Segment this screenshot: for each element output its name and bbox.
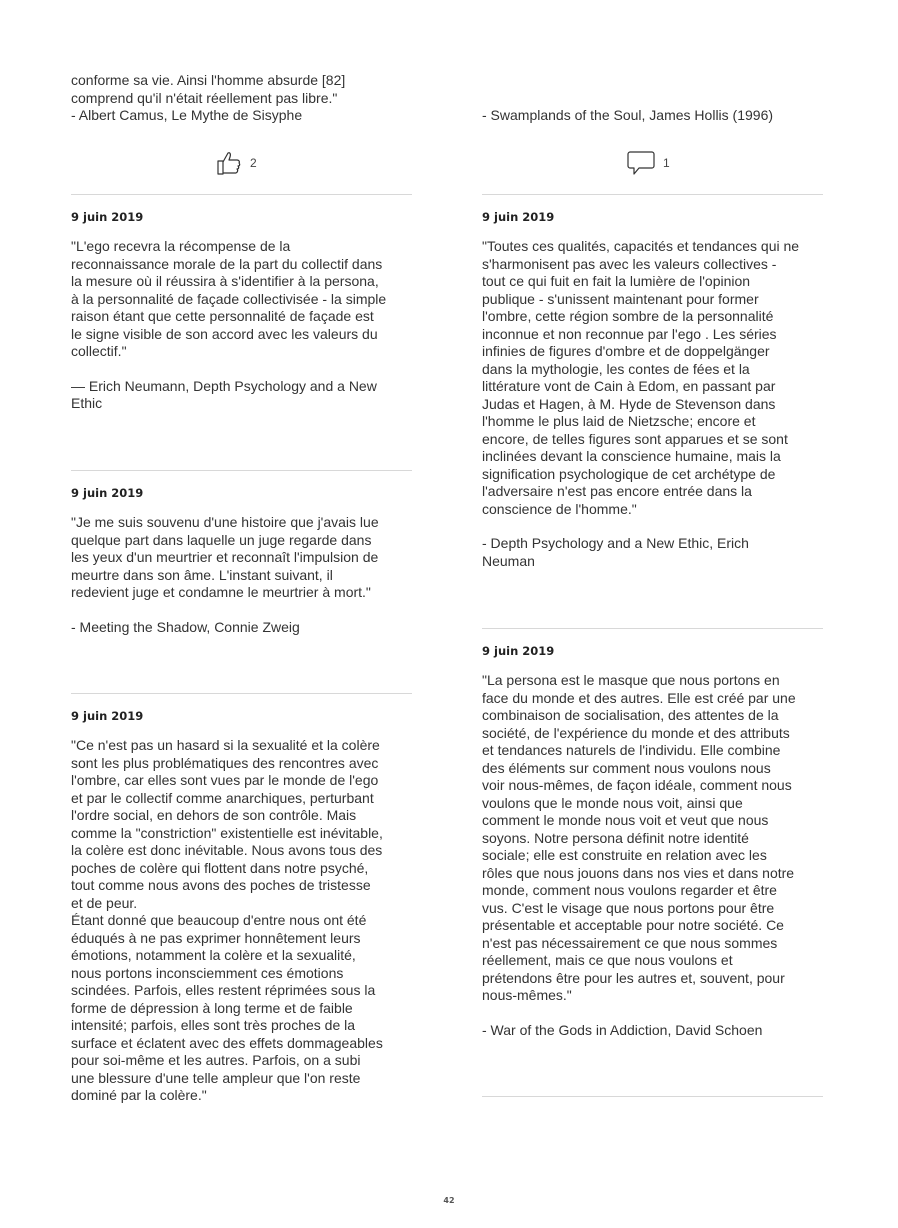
divider [71, 693, 412, 694]
post-body: "Je me suis souvenu d'une histoire que j'avais lue quelque part dans laquelle un juge regarde dans les yeux d'un meurtrier et reconnaît l'impulsion de meurtre dans son âme. L'instant suivant, il redevient juge et condamne le meurtrier à mort." [71, 514, 379, 600]
post-date: 9 juin 2019 [71, 210, 144, 224]
thumbs-up-icon [216, 150, 242, 176]
comment-count: 1 [663, 156, 670, 170]
like-button[interactable] [216, 150, 257, 176]
post-body: "Ce n'est pas un hasard si la sexualité et la colère sont les plus problématiques des rencontres avec l'ombre, car elles sont vues par le monde de l'ego et par le collectif comme anarchiques, perturbant l'ordre social, en dehors de son contrôle. Mais comme la "constriction" existentielle est inévitable, la colère est donc inévitable. Nous avons tous des poches de colère qui flottent dans notre psyché, tout comme nous avons des poches de tristesse et de peur. Étant donné que beaucoup d'entre nous ont été éduqués à ne pas exprimer honnêtement leurs émotions, notamment la colère et la sexualité, nous portons inconsciemment ces émotions scindées. Parfois, elles restent réprimées sous la forme de dépression à long terme et de faible intensité; parfois, elles sont très proches de la surface et éclatent avec des effets dommageables pour soi-même et les autres. Parfois, on a subi une blessure d'une telle ampleur que l'on reste dominé par la colère." [71, 737, 383, 1103]
post-date: 9 juin 2019 [71, 486, 144, 500]
post-right-2 [482, 644, 823, 1039]
post-left-3 [71, 709, 412, 1105]
post-body: "L'ego recevra la récompense de la reconnaissance morale de la part du collectif dans la mesure où il réussira à s'identifier à la persona, à la personnalité de façade collectivisée - la simple raison étant que cette personnalité de façade est le signe visible de son accord avec les valeurs du collectif." [71, 238, 387, 359]
post-date: 9 juin 2019 [482, 210, 555, 224]
like-count: 2 [250, 156, 257, 170]
divider [482, 1096, 823, 1097]
post-source: - War of the Gods in Addiction, David Schoen [482, 1021, 763, 1038]
post-source: — Erich Neumann, Depth Psychology and a New Ethic [71, 377, 377, 411]
post-right-1 [482, 210, 823, 570]
comment-button[interactable] [627, 150, 670, 176]
post-source: - Depth Psychology and a New Ethic, Erich Neuman [482, 535, 749, 569]
post-source: - Meeting the Shadow, Connie Zweig [71, 618, 300, 635]
post-left-1 [71, 210, 412, 413]
right-top-quote: - Swamplands of the Soul, James Hollis (1996) [482, 107, 774, 123]
post-date: 9 juin 2019 [482, 644, 555, 658]
divider [482, 628, 823, 629]
page-number: 42 [443, 1196, 455, 1205]
post-date: 9 juin 2019 [71, 709, 144, 723]
speech-bubble-icon [627, 150, 655, 176]
left-top-quote: conforme sa vie. Ainsi l'homme absurde [82] comprend qu'il n'était réellement pas libre." - Albert Camus, Le Mythe de Sisyphe [71, 72, 346, 123]
post-body: "La persona est le masque que nous portons en face du monde et des autres. Elle est créé par une combinaison de socialisation, des attentes de la société, de l'expérience du monde et des attributs et tendances naturels de l'individu. Elle combine des éléments sur comment nous voulons nous voir nous-mêmes, de façon idéale, comment nous voulons que le monde nous voit, ainsi que comment le monde nous voit et veut que nous soyons. Notre persona définit notre identité sociale; elle est construite en relation avec les rôles que nous jouons dans nos vies et dans notre monde, comment nous voulons regarder et être vus. C'est le visage que nous portons pour être présentable et acceptable pour notre société. Ce n'est pas nécessairement ce que nous sommes réellement, mais ce que nous voulons et prétendons être pour les autres et, souvent, pour nous-mêmes." [482, 672, 796, 1003]
divider [482, 194, 823, 195]
post-left-2 [71, 486, 412, 636]
divider [71, 194, 412, 195]
divider [71, 470, 412, 471]
post-body: "Toutes ces qualités, capacités et tendances qui ne s'harmonisent pas avec les valeurs collectives - tout ce qui fuit en fait la lumière de l'opinion publique - s'unissent maintenant pour former l'ombre, cette région sombre de la personnalité inconnue et non reconnue par l'ego . Les séries infinies de figures d'ombre et de doppelgänger dans la mythologie, les contes de fées et la littérature vont de Cain à Edom, en passant par Judas et Hagen, à M. Hyde de Stevenson dans l'homme le plus laid de Nietzsche; encore et encore, de telles figures sont apparues et se sont inclinées devant la conscience humaine, mais la signification psychologique de cet archétype de l'adversaire n'est pas encore entrée dans la conscience de l'homme." [482, 238, 800, 517]
